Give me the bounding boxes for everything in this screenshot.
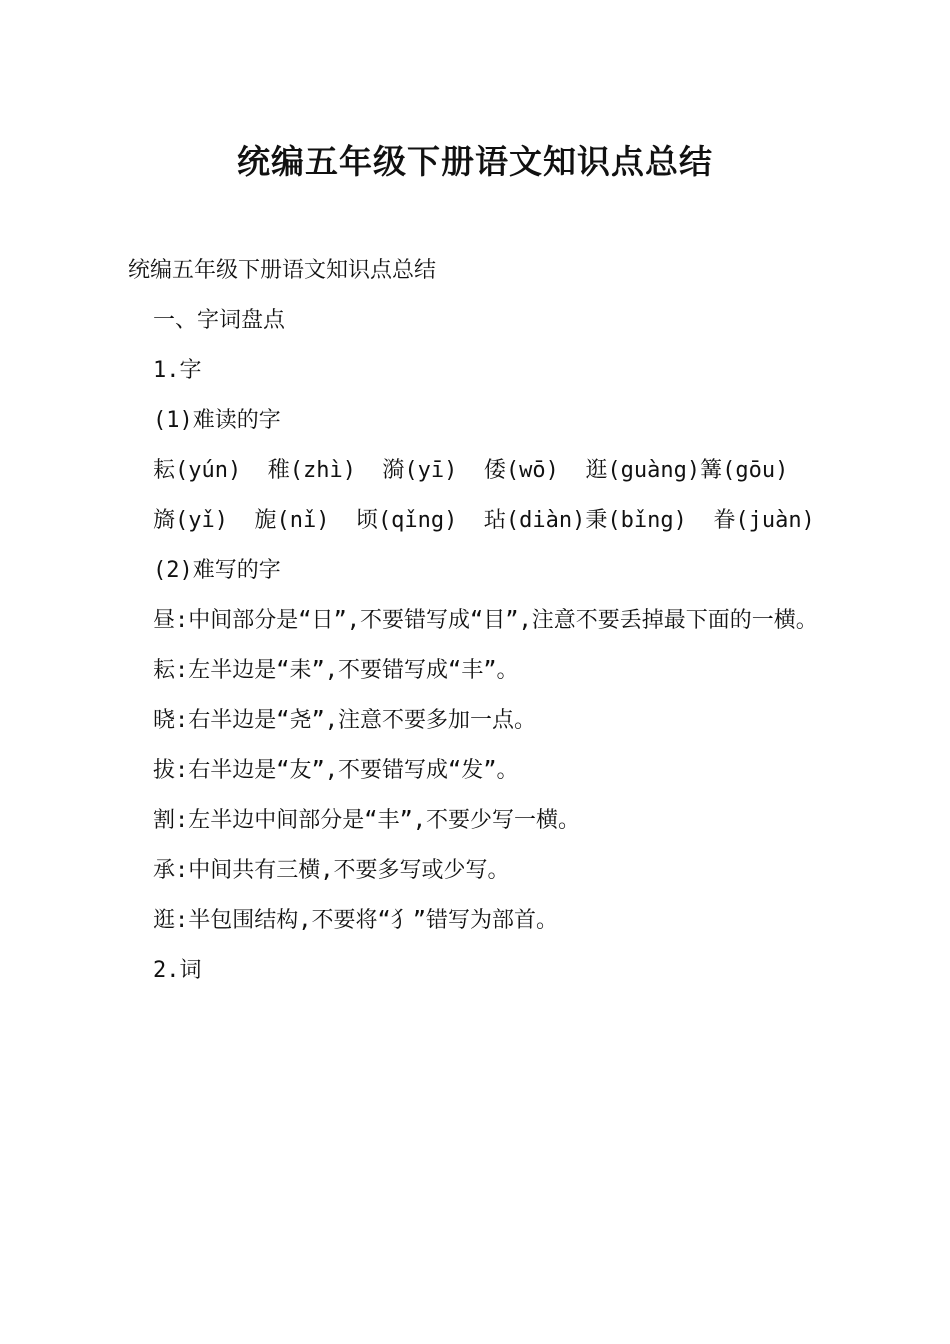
paragraph-heading: 统编五年级下册语文知识点总结 xyxy=(128,258,437,283)
subsection-words: 2.词 xyxy=(153,958,202,983)
note-ba: 拔:右半边是“友”,不要错写成“发”。 xyxy=(153,758,519,783)
document-title: 统编五年级下册语文知识点总结 xyxy=(237,142,713,181)
item-hard-to-write: (2)难写的字 xyxy=(153,558,281,583)
note-ge: 割:左半边中间部分是“丰”,不要少写一横。 xyxy=(153,808,580,833)
note-yun: 耘:左半边是“耒”,不要错写成“丰”。 xyxy=(153,658,519,683)
document-body xyxy=(128,246,833,996)
note-guang: 逛:半包围结构,不要将“犭”错写为部首。 xyxy=(153,908,558,933)
note-xiao: 晓:右半边是“尧”,注意不要多加一点。 xyxy=(153,708,536,733)
section-heading-words: 一、字词盘点 xyxy=(153,308,286,333)
note-zhou: 昼:中间部分是“日”,不要错写成“目”,注意不要丢掉最下面的一横。 xyxy=(153,608,818,633)
subsection-characters: 1.字 xyxy=(153,358,202,383)
note-cheng: 承:中间共有三横,不要多写或少写。 xyxy=(153,858,510,883)
pinyin-list-1: 耘(yún) 稚(zhì) 漪(yī) 倭(wō) 逛(guàng)篝(gōu) xyxy=(153,458,789,483)
item-hard-to-read: (1)难读的字 xyxy=(153,408,281,433)
pinyin-list-2: 旖(yǐ) 旎(nǐ) 顷(qǐng) 玷(diàn)秉(bǐng) 眷(juàn) xyxy=(153,508,815,533)
